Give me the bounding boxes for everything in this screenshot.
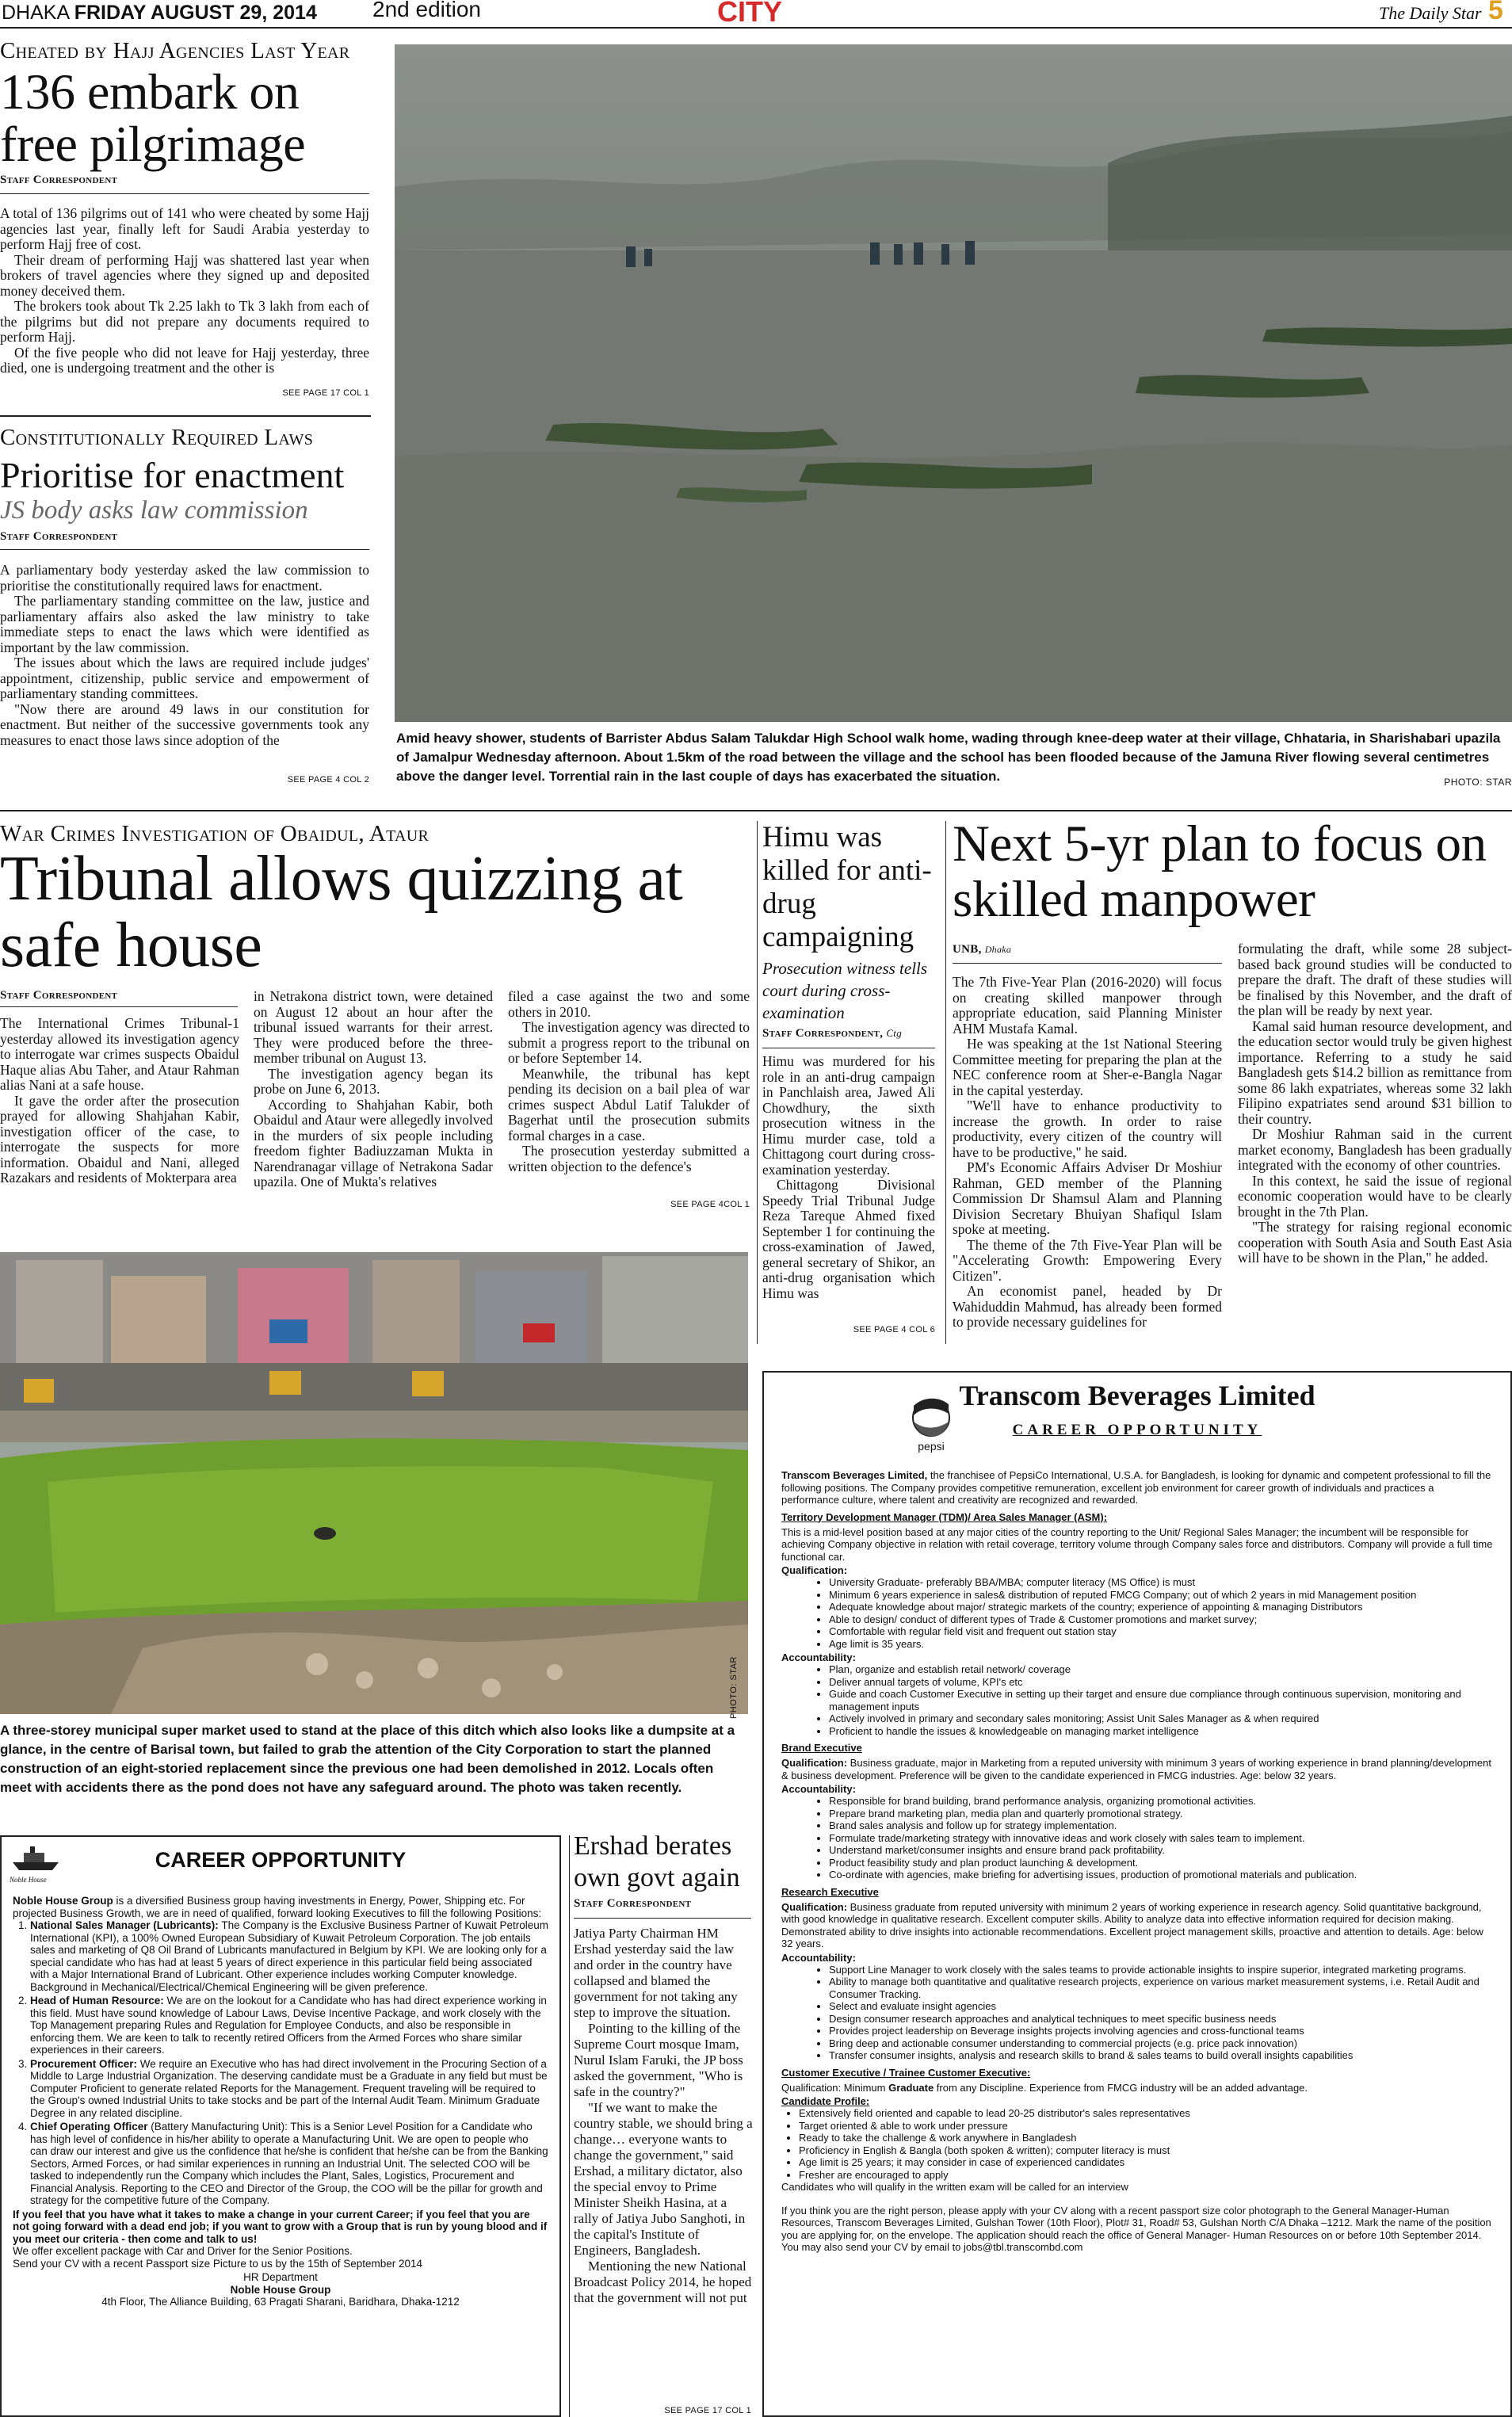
page-number: 5: [1488, 0, 1503, 25]
noble-house-logo-text: Noble House: [10, 1876, 47, 1884]
research-acc-label: Accountability:: [781, 1951, 856, 1964]
paragraph: A total of 136 pilgrims out of 141 who were cheated by some Hajj agencies last year, finally left for Saudi Arabia yesterday to perform Hajj free of cost.: [0, 205, 369, 252]
divider: [953, 963, 1222, 964]
laws-story: [0, 425, 371, 797]
list-item: • Comfortable with regular field visit and frequent out station stay: [829, 1625, 1493, 1638]
noble-send: Send your CV with a recent Passport size Picture to us by the 15th of September 2014: [13, 2257, 423, 2270]
list-item: • Product feasibility study and plan product launching & development.: [829, 1857, 1493, 1869]
issue-date: FRIDAY AUGUST 29, 2014: [74, 2, 317, 24]
hajj-kicker: Cheated by Hajj Agencies Last Year: [0, 38, 350, 63]
laws-byline: Staff Correspondent: [0, 530, 118, 543]
paragraph: "Now there are around 49 laws in our constitution for enactment. But neither of the successive governments took any measures to enact those laws since adoption of the: [0, 701, 369, 748]
research-qual: Qualification: Business graduate from reputed university with minimum 2 years of working experience in research agency. Solid quantitative background, with good knowledge in qualitative research. Excellent computer skills. Ability to analyze data into effective information required for decision making. Demonstrated ability to drive insights into actionable recommendations. Excellent project management skills, proactive and attention to details. Age: below 32 years.: [781, 1900, 1483, 1949]
section-title: CITY: [717, 0, 783, 28]
tribunal-story: [0, 821, 750, 1217]
paragraph: formulating the draft, while some 28 subject-based back ground studies will be conducted to prepare the draft. The draft of these studies will be finalised by this November, and the draft of the plan will be ready by next year.: [1238, 941, 1512, 1018]
ershad-story: [574, 1831, 753, 2417]
paragraph: The prosecution yesterday submitted a written objection to the defence's: [508, 1143, 750, 1174]
tdm-qual-list: [781, 1576, 1493, 1650]
list-item: • Ready to take the challenge & work anywhere in Bangladesh: [799, 2132, 1493, 2144]
noble-offer: We offer excellent package with Car and Driver for the Senior Positions.: [13, 2245, 353, 2257]
transcom-apply: If you think you are the right person, please apply with your CV along with a recent passport size color photograph to the General Manager-Human Resources, Transcom Beverages Limited, Gulshan Tower (10th Floor), Plot# 31, Road# 53, Gulshan North C/A Dhaka –1212. Mark the name of the position you are applying for, on the envelope. The application should reach the office of General Manager- Human Resources on or before 10th September 2014. You may also send your CV by email to jobs@tbl.transcombd.com: [781, 2204, 1491, 2253]
paragraph: The International Crimes Tribunal-1 yesterday allowed its investigation agency to interrogate war crimes suspects Obaidul Haque alias Abu Taher, and Ataur Rahman alias Nani at a safe house.: [0, 1015, 239, 1093]
flood-photo: [395, 44, 1512, 722]
tribunal-col-1: [0, 1016, 239, 1186]
brand-acc-list: [781, 1795, 1493, 1881]
list-item: • Select and evaluate insight agencies: [829, 2000, 1493, 2013]
transcom-subtitle: CAREER OPPORTUNITY: [1012, 1422, 1262, 1438]
divider: [0, 1006, 238, 1007]
divider: [569, 1835, 570, 2417]
paragraph: The theme of the 7th Five-Year Plan will be "Accelerating Growth: Empowering Every Citizen".: [953, 1236, 1222, 1284]
noble-intro: Noble House Group is a diversified Business group having investments in Energy, Power, Shipping etc. For projected Business Growth, we are in need of qualified, forward looking Executives to fill the following Positions:: [13, 1895, 542, 1919]
paragraph: According to Shahjahan Kabir, both Obaidul and Ataur were allegedly involved in the murders of six people including freedom fighter Badiuzzaman Mukta in Narendranagar village of Netrakona Sadar upazila. One of Mukta's relatives: [254, 1096, 493, 1189]
bird-figure: [314, 1527, 336, 1540]
divider: [0, 810, 1512, 811]
publication-name: The Daily Star: [1379, 3, 1482, 23]
list-item: • Transfer consumer insights, analysis and research skills to brand & sales teams to build overall insights capabilities: [829, 2049, 1493, 2062]
list-item: • Guide and coach Customer Executive in setting up their target and ensure due compliance through continuous supervision, monitoring and management inputs: [829, 1688, 1493, 1713]
list-item: • Target oriented & able to work under pressure: [799, 2120, 1493, 2133]
paragraph: The brokers took about Tk 2.25 lakh to Tk 3 lakh from each of the pilgrims but did not prepare any documents required to perform Hajj.: [0, 298, 369, 345]
himu-body: [762, 1054, 935, 1301]
hajj-body: [0, 206, 369, 376]
brand-title: Brand Executive: [781, 1742, 862, 1754]
list-item: • Age limit is 35 years.: [829, 1638, 1493, 1651]
noble-address: HR Department Noble House Group 4th Floor, The Alliance Building, 63 Pragati Sharani, Baridhara, Dhaka-1212: [101, 2271, 460, 2308]
list-item: • Support Line Manager to work closely with the sales teams to provide actionable insights to inspire superior, integrated marketing programs.: [829, 1964, 1493, 1976]
divider: [945, 821, 946, 1344]
divider: [757, 821, 758, 1344]
brand-qual: Qualification: Business graduate, major in Marketing from a reputed university with minimum 3 years of working experience in brand planning/development & business development. Preference will be given to the candidate experienced in FMCG industries. Age: below 32 years.: [781, 1757, 1491, 1781]
paragraph: Himu was murdered for his role in an anti-drug campaign in Panchlaish area, Jawed Ali Chowdhury, the sixth prosecution witness in the Himu murder case, told a Chittagong court during cross-examination yesterday.: [762, 1053, 935, 1178]
plan-byline: UNB, Dhaka: [953, 943, 1012, 956]
ershad-jump: SEE PAGE 17 COL 1: [664, 2406, 751, 2415]
himu-deck: Prosecution witness tells court during cross-examination: [762, 959, 928, 1022]
paragraph: "If we want to make the country stable, we should bring a change… everyone wants to change the government," said Ershad, a military dictator, also the special envoy to Prime Minister Sheikh Hasina, at a rally of Jatiya Jubo Sanghoti, in the capital's Institute of Engineers, Bangladesh.: [574, 2100, 753, 2258]
laws-kicker: Constitutionally Required Laws: [0, 425, 314, 450]
tdm-desc: This is a mid-level position based at any major cities of the country reporting to the Unit/ Regional Sales Manager; the incumbent will be responsible for achieving Company objective in relation with retail coverage, territory volume through Company sales force and distributors. Company will provide a full time functional car.: [781, 1525, 1493, 1563]
noble-positions: [13, 1919, 548, 2207]
list-item: • Deliver annual targets of volume, KPI's etc: [829, 1676, 1493, 1689]
paragraph: The investigation agency was directed to submit a progress report to the tribunal on or before September 14.: [508, 1019, 750, 1066]
list-item: • Bring deep and actionable consumer understanding to commercial projects (e.g. price pack innovation): [829, 2037, 1493, 2050]
ditch-photo-image: [0, 1252, 748, 1714]
transcom-intro: Transcom Beverages Limited, the franchisee of PepsiCo International, U.S.A. for Bangladesh, is looking for dynamic and competent professional to fill the following positions. The Company provides competitive remuneration, excellent job environment for career growth of individuals and practices a performance culture, where talent and creativity are recognized and rewarded.: [781, 1469, 1491, 1506]
dateline: DHAKA FRIDAY AUGUST 29, 2014: [2, 2, 317, 24]
paragraph: It gave the order after the prosecution prayed for allowing Shahjahan Kabir, investigation officer of the case, to interrogate the suspects for more information. Obaidul and Nani, alleged Razakars and residents of Mokterpara area: [0, 1092, 239, 1186]
list-item: 2. Head of Human Resource: We are on the lookout for a Candidate who has had direct experience working in this field. Must have sound knowledge of Labour Laws, Devise Incentive Package, and work closely with the Top Management preparing Rules and Regulation for Employee Conducts, and also be responsible in enforcing them. We are keen to talk to recently retired Officers from the Armed Forces who share similar experiences in their careers.: [30, 1995, 548, 2056]
list-item: • Prepare brand marketing plan, media plan and quarterly promotional strategy.: [829, 1808, 1493, 1820]
tribunal-col-3: [508, 989, 750, 1174]
paragraph: He was speaking at the 1st National Steering Committee meeting for preparing the plan at the NEC conference room at Sher-e-Bangla Nagar in the capital yesterday.: [953, 1036, 1222, 1098]
divider: [574, 1918, 751, 1919]
paragraph: Dr Moshiur Rahman said in the current market economy, Bangladesh has been gradually integrated with the economy of other countries.: [1238, 1126, 1512, 1173]
himu-jump: SEE PAGE 4 COL 6: [853, 1325, 935, 1335]
plan-story: [953, 816, 1512, 1347]
tribunal-headline: Tribunal allows quizzing at safe house: [0, 844, 683, 980]
ce-note: Candidates who will qualify in the written exam will be called for an interview: [781, 2181, 1128, 2193]
list-item: • Extensively field oriented and capable to lead 20-25 distributor's sales representatives: [799, 2107, 1493, 2120]
paragraph: The issues about which the laws are required include judges' appointment, citizenship, public service and empowerment of parliamentary standing committees.: [0, 655, 369, 701]
list-item: • Adequate knowledge about major/ strategic markets of the country; experience of appointing & managing Distributors: [829, 1601, 1493, 1613]
noble-title: CAREER OPPORTUNITY: [155, 1848, 407, 1872]
list-item: • Minimum 6 years experience in sales& distribution of reputed FMCG Company; out of which 2 years in mid Management position: [829, 1589, 1493, 1602]
ce-profile-list: [781, 2107, 1493, 2181]
noble-house-ad: [0, 1835, 561, 2417]
ship-icon: [10, 1843, 62, 1872]
paragraph: Jatiya Party Chairman HM Ershad yesterday said the law and order in the country have collapsed and blamed the government for not taking any step to improve the situation.: [574, 1926, 738, 2020]
paragraph: Meanwhile, the tribunal has kept pending its decision on a bail plea of war crimes suspect Abdul Latif Talukder of Bagerhat until the prosecution submits formal charges in a case.: [508, 1065, 750, 1144]
paragraph: Mentioning the new National Broadcast Policy 2014, he hoped that the government will not put: [574, 2259, 752, 2305]
ershad-body: [574, 1926, 753, 2306]
paragraph: PM's Economic Affairs Adviser Dr Moshiur Rahman, GED member of the Planning Commission Dr Shamsul Alam and Planning Division Secretary Bhuiyan Shafiqul Islam spoke at meeting.: [953, 1159, 1222, 1237]
tdm-acc-label: Accountability:: [781, 1651, 856, 1663]
pepsi-logo-text: pepsi: [918, 1440, 945, 1453]
pepsi-logo: [903, 1398, 959, 1453]
plan-headline: Next 5-yr plan to focus on skilled manpower: [953, 815, 1487, 928]
laws-body: [0, 563, 369, 748]
laws-jump: SEE PAGE 4 COL 2: [287, 775, 369, 785]
himu-byline: Staff Correspondent, Ctg: [762, 1027, 903, 1040]
tribunal-col-2: [254, 989, 493, 1190]
paragraph: Of the five people who did not leave for Hajj yesterday, three died, one is undergoing treatment and the other is: [0, 344, 369, 376]
hajj-jump: SEE PAGE 17 COL 1: [282, 388, 369, 398]
list-item: • Design consumer research approaches and analytical techniques to meet specific business needs: [829, 2013, 1493, 2026]
list-item: • Understand market/consumer insights and ensure brand pack profitability.: [829, 1844, 1493, 1857]
list-item: • Actively involved in primary and secondary sales monitoring; Assist Unit Sales Manager as & when required: [829, 1713, 1493, 1725]
paragraph: An economist panel, headed by Dr Wahiduddin Mahmud, has already been formed to provide necessary guidelines for: [953, 1283, 1222, 1330]
noble-house-logo: [10, 1843, 73, 1884]
transcom-title: Transcom Beverages Limited: [959, 1380, 1315, 1411]
ce-profile-label: Candidate Profile:: [781, 2095, 870, 2107]
list-item: • Age limit is 25 years; it may consider in case of experienced candidates: [799, 2156, 1493, 2169]
list-item: • University Graduate- preferably BBA/MBA; computer literacy (MS Office) is must: [829, 1576, 1493, 1589]
paragraph: Pointing to the killing of the Supreme Court mosque Imam, Nurul Islam Faruki, the JP boss asked the government, "Who is safe in the country?": [574, 2021, 743, 2099]
paragraph: Their dream of performing Hajj was shattered last year when brokers of travel agencies where they signed up and deposited money deceived them.: [0, 251, 369, 299]
list-item: • Ability to manage both quantitative and qualitative research projects, experience on various market measurement systems, i.e. Retail Audit and Consumer Tracking.: [829, 1976, 1493, 2000]
divider: [0, 415, 371, 417]
noble-bold-note: If you feel that you have what it takes to make a change in your current Career; if you feel that you are not going forward with a dead end job; if you want to grow with a Group that is run by young blood and if you meet our criteria - then come and talk to us!: [13, 2208, 548, 2245]
tribunal-byline: Staff Correspondent: [0, 989, 118, 1002]
ershad-headline: Ershad berates own govt again: [574, 1831, 740, 1892]
paragraph: "The strategy for raising regional economic cooperation with South Asia and South East Asia will have to be shown in the Plan," he added.: [1238, 1219, 1512, 1266]
ditch-photo-credit: PHOTO: STAR: [729, 1656, 739, 1720]
list-item: 1. National Sales Manager (Lubricants): The Company is the Exclusive Business Partner of Kuwait Petroleum International (KPI), a 100% Owned European Subsidiary of Kuwait Petroleum Corporation. The job entails sales and marketing of Q8 Oil Brand of Lubricants manufactured in Belgium by KPI. We are looking only for a special candidate who has had at least 5 years of direct experience in this particular field being associated with a Major International Brand of Lubricant. Other experience includes working Computer knowledge. Background in Mechanical/Electrical/Chemical Engineering will be given preference.: [30, 1919, 548, 1993]
plan-col-1: [953, 975, 1222, 1331]
hajj-byline: Staff Correspondent: [0, 174, 118, 186]
ce-title: Customer Executive / Trainee Customer Executive:: [781, 2066, 1031, 2079]
tribunal-jump: SEE PAGE 4COL 1: [670, 1200, 750, 1209]
research-title: Research Executive: [781, 1885, 879, 1898]
himu-story: [762, 821, 937, 1344]
list-item: • Proficient to handle the issues & knowledgeable on managing market intelligence: [829, 1725, 1493, 1738]
paragraph: "We'll have to enhance productivity to increase the growth. In order to raise productivity, every citizen of the country will have to be productive," he said.: [953, 1098, 1222, 1160]
list-item: • Formulate trade/marketing strategy with innovative ideas and work closely with sales team to implement.: [829, 1832, 1493, 1845]
list-item: 3. Procurement Officer: We require an Executive who has had direct involvement in the Procuring Section of a Middle to Large Industrial Organization. The deserving candidate must be a Graduate in any field but must be Computer Proficient to generate related Reports for the Management. Frequent traveling will be required to the Group's owned Industrial Units to take stocks and be part of the Internal Audit Team. Minimum Graduate Degree in any related discipline.: [30, 2058, 548, 2120]
paragraph: Kamal said human resource development, and the education sector would truly be given highest importance. Referring to a study he said Bangladesh gets $14.2 billion as remittance from some 86 lakh expatriates, whereas some 32 lakh Filipino expatriates send around $31 billion to their country.: [1238, 1018, 1512, 1127]
paragraph: A parliamentary body yesterday asked the law commission to prioritise the constitutionally required laws for enactment.: [0, 562, 369, 594]
list-item: • Provides project leadership on Beverage insights projects involving agencies and cross-functional teams: [829, 2025, 1493, 2037]
research-acc-list: [781, 1964, 1493, 2062]
list-item: • Proficiency in English & Bangla (both spoken & written); computer literacy is must: [799, 2144, 1493, 2157]
tribunal-kicker: War Crimes Investigation of Obaidul, Ataur: [0, 821, 430, 846]
ce-qual: Qualification: Minimum Graduate from any Discipline. Experience from FMCG industry will be an added advantage.: [781, 2081, 1308, 2094]
transcom-ad: [762, 1371, 1512, 2417]
paragraph: In this context, he said the issue of regional economic cooperation would have to be clearly brought in the 7th Plan.: [1238, 1172, 1512, 1220]
hajj-headline: 136 embark on free pilgrimage: [0, 63, 306, 172]
list-item: 4. Chief Operating Officer (Battery Manufacturing Unit): This is a Senior Level Position for a Candidate who has high level of confidence in his/her ability to operate a Manufacturing Unit. We are open to people who can draw our interest and give us the confidence that he/she is confident that he/she can be from the Banking Sectors, Armed Forces, or had similar experiences in running an Industrial Unit. The selected COO will be tasked to independently run the Company which includes the Plant, Sales, Logistics, Procurement and Financial Analysis. Reporting to the CEO and Director of the Group, the COO will be the pillar for growth and strategy for the competitive future of the Company.: [30, 2121, 548, 2207]
flood-photo-credit: PHOTO: STAR: [1444, 777, 1512, 788]
list-item: • Able to design/ conduct of different types of Trade & Customer promotions and market survey;: [829, 1613, 1493, 1626]
ditch-caption: A three-storey municipal super market used to stand at the place of this ditch which also looks like a dumpsite at a glance, in the centre of Barisal town, but failed to grab the attention of the City Corporation to start the planned construction of an eight-storied replacement since the previous one had been demolished in 2012. Locals often meet with accidents there as the pond does not have any safeguard around. The photo was taken recently.: [0, 1723, 735, 1795]
pepsi-globe-icon: [911, 1398, 951, 1438]
paragraph: filed a case against the two and some others in 2010.: [508, 988, 750, 1020]
tdm-acc-list: [781, 1663, 1493, 1737]
paragraph: Chittagong Divisional Speedy Trial Tribunal Judge Reza Tareque Ahmed fixed September 1 for continuing the cross-examination of Jawed, general secretary of Shikor, an anti-drug organisation which Himu was: [762, 1177, 935, 1301]
ditch-photo: [0, 1252, 748, 1714]
tdm-title: Territory Development Manager (TDM)/ Area Sales Manager (ASM):: [781, 1510, 1108, 1523]
laws-deck: JS body asks law commission: [0, 496, 308, 525]
paragraph: in Netrakona district town, were detained on August 12 about an hour after the tribunal issued warrants for their arrest. They were produced before the three-member tribunal on August 13.: [254, 988, 493, 1066]
hajj-story: [0, 38, 371, 404]
laws-headline: Prioritise for enactment: [0, 455, 345, 495]
paragraph: The 7th Five-Year Plan (2016-2020) will focus on creating skilled manpower through appropriate education, said Planning Minister AHM Mustafa Kamal.: [953, 974, 1222, 1037]
tdm-qual-label: Qualification:: [781, 1564, 848, 1576]
list-item: • Co-ordinate with agencies, make briefing for advertising issues, production of promotional materials and publication.: [829, 1869, 1493, 1881]
list-item: • Fresher are encouraged to apply: [799, 2169, 1493, 2182]
brand-acc-label: Accountability:: [781, 1783, 856, 1795]
list-item: • Plan, organize and establish retail network/ coverage: [829, 1663, 1493, 1676]
himu-headline: Himu was killed for anti-drug campaigning: [762, 821, 932, 953]
list-item: • Brand sales analysis and follow up for strategy implementation.: [829, 1819, 1493, 1832]
edition-label: 2nd edition: [372, 0, 482, 21]
flood-caption: Amid heavy shower, students of Barrister Abdus Salam Talukdar High School walk home, wading through knee-deep water at their village, Chhataria, in Sharishabari upazila of Jamalpur Wednesday afternoon. About 1.5km of the road between the village and the school has been flooded because of the Jamuna River flowing several centimetres above the danger level. Torrential rain in the last couple of days has exacerbated the situation.: [396, 731, 1501, 784]
masthead: [0, 0, 1512, 29]
plan-col-2: [1238, 941, 1512, 1266]
list-item: • Responsible for brand building, brand performance analysis, organizing promotional activities.: [829, 1795, 1493, 1808]
ershad-byline: Staff Correspondent: [574, 1897, 692, 1910]
paragraph: The parliamentary standing committee on the law, justice and parliamentary affairs also asked the law ministry to take immediate steps to enact the laws which were identified as important by the law commission.: [0, 593, 369, 655]
divider: [0, 193, 369, 194]
paragraph: The investigation agency began its probe on June 6, 2013.: [254, 1065, 493, 1097]
flood-photo-image: [395, 44, 1512, 722]
divider: [0, 549, 369, 550]
